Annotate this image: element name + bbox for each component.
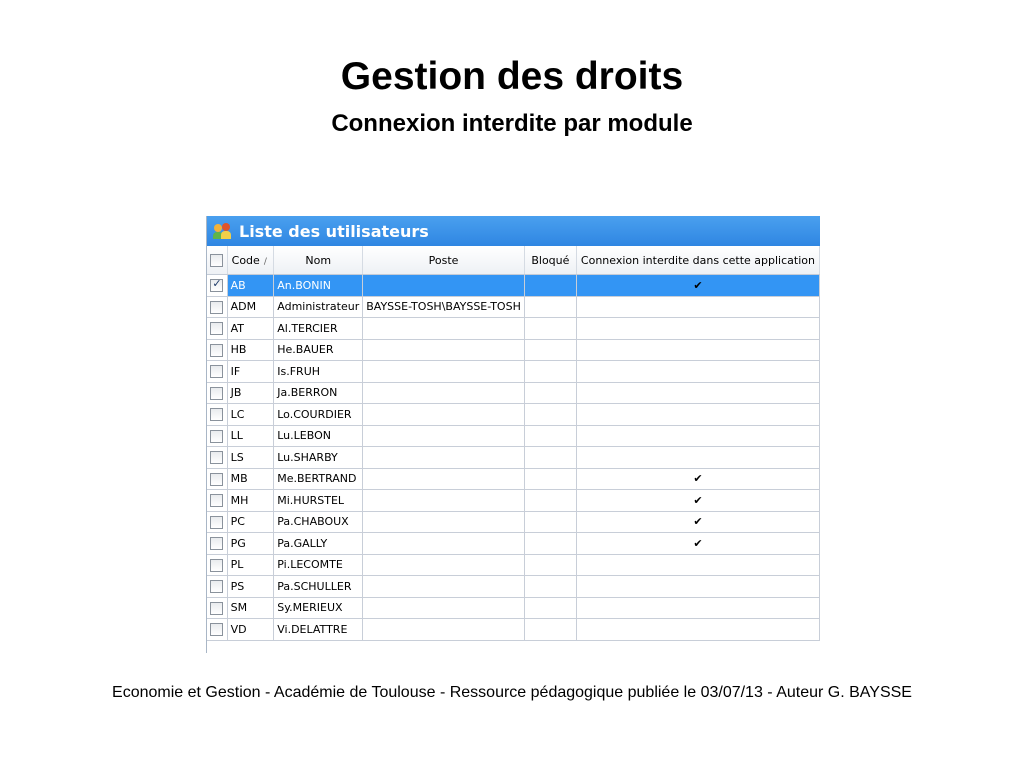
cell-connexion xyxy=(576,619,819,641)
cell-bloque xyxy=(524,511,576,533)
cell-connexion xyxy=(576,447,819,469)
row-checkbox[interactable] xyxy=(210,451,223,464)
row-checkbox-cell[interactable] xyxy=(207,619,227,641)
cell-poste xyxy=(363,318,525,340)
column-header-nom[interactable]: Nom xyxy=(274,246,363,275)
row-checkbox[interactable] xyxy=(210,430,223,443)
cell-bloque xyxy=(524,425,576,447)
cell-connexion xyxy=(576,275,819,297)
table-row[interactable] xyxy=(207,296,820,318)
cell-code: MB xyxy=(227,468,274,490)
window-titlebar xyxy=(207,216,820,246)
cell-poste xyxy=(363,511,525,533)
row-checkbox[interactable] xyxy=(210,516,223,529)
cell-bloque xyxy=(524,533,576,555)
users-window xyxy=(206,216,820,653)
cell-nom: Lu.LEBON xyxy=(274,425,363,447)
row-checkbox[interactable] xyxy=(210,301,223,314)
cell-connexion xyxy=(576,382,819,404)
cell-poste xyxy=(363,447,525,469)
row-checkbox-cell[interactable] xyxy=(207,554,227,576)
cell-poste xyxy=(363,554,525,576)
row-checkbox[interactable] xyxy=(210,365,223,378)
cell-nom: Me.BERTRAND xyxy=(274,468,363,490)
cell-code: LS xyxy=(227,447,274,469)
cell-code: PG xyxy=(227,533,274,555)
cell-connexion xyxy=(576,318,819,340)
cell-poste xyxy=(363,533,525,555)
check-mark-icon: ✔ xyxy=(693,278,703,292)
cell-nom: Sy.MERIEUX xyxy=(274,597,363,619)
cell-connexion xyxy=(576,296,819,318)
cell-nom: He.BAUER xyxy=(274,339,363,361)
cell-nom: Mi.HURSTEL xyxy=(274,490,363,512)
row-checkbox[interactable] xyxy=(210,344,223,357)
row-checkbox[interactable] xyxy=(210,322,223,335)
table-row[interactable] xyxy=(207,490,820,512)
column-header-connexion-interdite[interactable]: Connexion interdite dans cette application xyxy=(576,246,819,275)
cell-code: HB xyxy=(227,339,274,361)
row-checkbox[interactable] xyxy=(210,494,223,507)
cell-connexion xyxy=(576,425,819,447)
table-row[interactable] xyxy=(207,404,820,426)
row-checkbox-cell[interactable] xyxy=(207,318,227,340)
sort-indicator-icon: / xyxy=(263,256,267,267)
table-row[interactable] xyxy=(207,425,820,447)
cell-code: AB xyxy=(227,275,274,297)
row-checkbox-cell[interactable] xyxy=(207,339,227,361)
cell-nom: Pa.CHABOUX xyxy=(274,511,363,533)
cell-connexion xyxy=(576,404,819,426)
cell-nom: Vi.DELATTRE xyxy=(274,619,363,641)
row-checkbox[interactable] xyxy=(210,279,223,292)
cell-nom: An.BONIN xyxy=(274,275,363,297)
table-row[interactable] xyxy=(207,318,820,340)
cell-poste xyxy=(363,382,525,404)
row-checkbox-cell[interactable] xyxy=(207,404,227,426)
row-checkbox-cell[interactable] xyxy=(207,361,227,383)
select-all-checkbox[interactable] xyxy=(210,254,223,267)
cell-poste: BAYSSE-TOSH\BAYSSE-TOSH xyxy=(363,296,525,318)
cell-bloque xyxy=(524,339,576,361)
cell-bloque xyxy=(524,275,576,297)
cell-nom: Lo.COURDIER xyxy=(274,404,363,426)
cell-poste xyxy=(363,339,525,361)
row-checkbox[interactable] xyxy=(210,559,223,572)
cell-poste xyxy=(363,361,525,383)
cell-nom: Pa.GALLY xyxy=(274,533,363,555)
slide-footer: Economie et Gestion - Académie de Toulouse - Ressource pédagogique publiée le 03/07/13 - Auteur G. BAYSSE xyxy=(112,684,912,701)
table-header-row xyxy=(207,246,820,275)
cell-code: VD xyxy=(227,619,274,641)
row-checkbox-cell[interactable] xyxy=(207,576,227,598)
column-header-poste[interactable]: Poste xyxy=(363,246,525,275)
column-header-code[interactable]: Code / xyxy=(227,246,274,275)
cell-nom: Lu.SHARBY xyxy=(274,447,363,469)
cell-code: PC xyxy=(227,511,274,533)
cell-code: IF xyxy=(227,361,274,383)
cell-poste xyxy=(363,404,525,426)
table-row[interactable] xyxy=(207,576,820,598)
table-row[interactable] xyxy=(207,339,820,361)
cell-connexion xyxy=(576,511,819,533)
table-row[interactable] xyxy=(207,468,820,490)
row-checkbox-cell[interactable] xyxy=(207,490,227,512)
cell-code: LC xyxy=(227,404,274,426)
cell-connexion xyxy=(576,554,819,576)
cell-nom: Ja.BERRON xyxy=(274,382,363,404)
cell-bloque xyxy=(524,296,576,318)
table-row[interactable] xyxy=(207,382,820,404)
cell-connexion xyxy=(576,576,819,598)
cell-code: AT xyxy=(227,318,274,340)
cell-poste xyxy=(363,597,525,619)
row-checkbox[interactable] xyxy=(210,623,223,636)
cell-code: JB xyxy=(227,382,274,404)
column-header-bloque[interactable]: Bloqué xyxy=(524,246,576,275)
cell-poste xyxy=(363,619,525,641)
table-row[interactable] xyxy=(207,554,820,576)
table-row[interactable] xyxy=(207,619,820,641)
window-title: Liste des utilisateurs xyxy=(239,221,429,241)
cell-connexion xyxy=(576,339,819,361)
slide-title: Gestion des droits xyxy=(340,55,684,98)
table-row[interactable] xyxy=(207,361,820,383)
cell-connexion xyxy=(576,468,819,490)
row-checkbox[interactable] xyxy=(210,387,223,400)
cell-bloque xyxy=(524,361,576,383)
cell-poste xyxy=(363,275,525,297)
cell-connexion xyxy=(576,533,819,555)
row-checkbox-cell[interactable] xyxy=(207,296,227,318)
cell-connexion xyxy=(576,361,819,383)
row-checkbox[interactable] xyxy=(210,580,223,593)
cell-nom: Al.TERCIER xyxy=(274,318,363,340)
cell-bloque xyxy=(524,382,576,404)
row-checkbox[interactable] xyxy=(210,537,223,550)
check-mark-icon: ✔ xyxy=(693,493,703,507)
row-checkbox[interactable] xyxy=(210,473,223,486)
cell-poste xyxy=(363,468,525,490)
table-row[interactable] xyxy=(207,275,820,297)
row-checkbox-cell[interactable] xyxy=(207,511,227,533)
cell-bloque xyxy=(524,597,576,619)
users-table xyxy=(207,246,820,641)
cell-code: MH xyxy=(227,490,274,512)
table-row[interactable] xyxy=(207,447,820,469)
cell-bloque xyxy=(524,318,576,340)
cell-code: SM xyxy=(227,597,274,619)
row-checkbox[interactable] xyxy=(210,602,223,615)
cell-bloque xyxy=(524,447,576,469)
cell-poste xyxy=(363,576,525,598)
cell-connexion xyxy=(576,597,819,619)
users-icon xyxy=(213,223,233,239)
table-row[interactable] xyxy=(207,533,820,555)
table-row[interactable] xyxy=(207,597,820,619)
check-mark-icon: ✔ xyxy=(693,515,703,529)
slide-subtitle: Connexion interdite par module xyxy=(331,110,693,137)
cell-poste xyxy=(363,490,525,512)
cell-code: LL xyxy=(227,425,274,447)
check-mark-icon: ✔ xyxy=(693,536,703,550)
row-checkbox-cell[interactable] xyxy=(207,425,227,447)
cell-poste xyxy=(363,425,525,447)
cell-code: PS xyxy=(227,576,274,598)
row-checkbox-cell[interactable] xyxy=(207,533,227,555)
cell-connexion xyxy=(576,490,819,512)
cell-nom: Administrateur xyxy=(274,296,363,318)
cell-bloque xyxy=(524,619,576,641)
row-checkbox-cell[interactable] xyxy=(207,447,227,469)
row-checkbox-cell[interactable] xyxy=(207,597,227,619)
cell-nom: Is.FRUH xyxy=(274,361,363,383)
cell-bloque xyxy=(524,404,576,426)
check-mark-icon: ✔ xyxy=(693,472,703,486)
cell-nom: Pa.SCHULLER xyxy=(274,576,363,598)
row-checkbox[interactable] xyxy=(210,408,223,421)
cell-bloque xyxy=(524,490,576,512)
row-checkbox-cell[interactable] xyxy=(207,468,227,490)
cell-bloque xyxy=(524,576,576,598)
cell-bloque xyxy=(524,468,576,490)
select-all-checkbox-header[interactable] xyxy=(207,246,227,275)
table-row[interactable] xyxy=(207,511,820,533)
cell-code: PL xyxy=(227,554,274,576)
cell-bloque xyxy=(524,554,576,576)
cell-nom: Pi.LECOMTE xyxy=(274,554,363,576)
row-checkbox-cell[interactable] xyxy=(207,275,227,297)
row-checkbox-cell[interactable] xyxy=(207,382,227,404)
cell-code: ADM xyxy=(227,296,274,318)
